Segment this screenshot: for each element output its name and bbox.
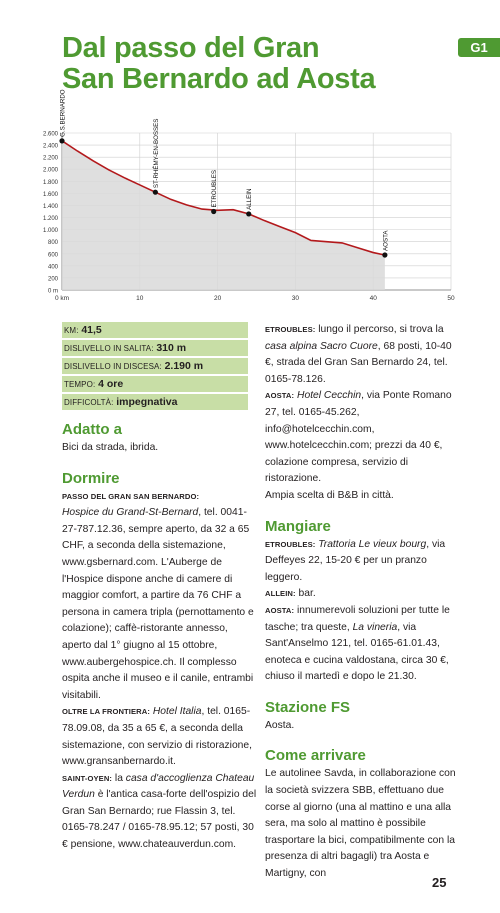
y-tick-label: 2.000: [42, 167, 58, 174]
profile-area: [62, 141, 385, 290]
y-tick-label: 0 m: [47, 288, 58, 295]
info-label: DISLIVELLO IN SALITA:: [64, 344, 154, 353]
lodging-details: è l'antica casa-forte dell'ospizio del Gran San Bernardo; rue Flassin 3, tel. 0165-78.247 / 0165-78.95.12; 57 posti, 30 € pensione, www.chateauverdun.com.: [62, 789, 257, 851]
y-tick-label: 600: [47, 252, 58, 259]
lodging-intro: lungo il percorso, si trova la: [315, 324, 444, 335]
waypoint-label: ST-RHÉMY-EN-BOSSES: [152, 118, 160, 189]
dormire-paragraph: [62, 704, 258, 770]
info-value: 310 m: [156, 342, 187, 354]
x-tick-label: 30: [291, 295, 300, 302]
lodging-details: , tel. 0165-78.09.08, da 35 a 65 €, a seconda della sistemazione, con servizio di ristorazione, www.gransanbernardo.it.: [62, 706, 252, 768]
dormire-paragraph: [62, 489, 258, 705]
info-value: 2.190 m: [164, 360, 204, 372]
section-heading-dormire: Dormire: [62, 469, 120, 487]
mangiare-paragraph: [265, 586, 457, 603]
place-label: AOSTA:: [265, 391, 295, 401]
lodging-intro: la: [112, 772, 126, 784]
place-label: ETROUBLES:: [265, 325, 316, 334]
waypoint-marker: [211, 209, 216, 214]
y-tick-label: 2.400: [42, 143, 58, 150]
y-tick-label: 1.600: [42, 191, 58, 198]
y-tick-label: 800: [47, 240, 58, 247]
y-tick-label: 400: [47, 264, 58, 271]
info-row-ascent: [62, 340, 248, 356]
info-value: 4 ore: [98, 378, 124, 390]
info-row-time: [62, 376, 248, 392]
y-tick-label: 1.400: [42, 203, 58, 210]
route-badge: G1: [458, 38, 500, 57]
left-column: [62, 420, 258, 854]
adatto-text: Bici da strada, ibrida.: [62, 442, 159, 453]
y-tick-label: 200: [47, 276, 58, 283]
restaurant-intro: innumerevoli soluzioni per tutte le tasche; tra queste,: [265, 604, 450, 633]
waypoint-marker: [246, 211, 251, 216]
y-tick-label: 2.600: [42, 131, 58, 138]
restaurant-details: , via Deffeyes 22, 15-20 € per un pranzo leggero.: [265, 538, 446, 583]
restaurant-details: , via Sant'Anselmo 121, tel. 0165-61.01.43, enoteca e cucina valdostana, circa 30 €, chiuso il martedì e dopo le 21.30.: [265, 621, 449, 683]
x-tick-label: 50: [447, 295, 455, 302]
elevation-profile-chart: [0, 89, 500, 310]
mangiare-paragraph: [265, 537, 457, 587]
place-label: ETROUBLES:: [265, 539, 316, 549]
lodging-name: casa alpina Sacro Cuore: [265, 340, 378, 352]
info-row-descent: [62, 358, 248, 374]
right-column: [265, 322, 457, 883]
dormire-paragraph: [265, 388, 457, 488]
info-label: DISLIVELLO IN DISCESA:: [64, 362, 162, 371]
place-label: ALLEIN:: [265, 589, 296, 599]
info-value: impegnativa: [116, 396, 178, 408]
place-label: OLTRE LA FRONTIERA:: [62, 707, 150, 717]
arrivare-text: Le autolinee Savda, in collaborazione con la società svizzera SBB, effettuano due corse al giorno (una al mattino e una alla sera, ma solo al mattino è possibile trasportare la bici, compatibilmente con la presenza di altri bagagli) tra Aosta e Martigny, con: [265, 768, 456, 880]
restaurant-name: La vineria: [352, 621, 398, 633]
info-value: 41,5: [81, 324, 102, 336]
title-line-2: San Bernardo ad Aosta: [62, 63, 376, 95]
dormire-note: Ampia scelta di B&B in città.: [265, 489, 394, 501]
x-tick-label: 10: [136, 295, 144, 302]
place-label: SAINT-OYEN:: [62, 773, 113, 783]
place-label: AOSTA:: [265, 605, 295, 615]
waypoint-label: G.S.BERNARDO: [59, 89, 67, 137]
waypoint-label: AOSTA: [382, 230, 390, 251]
lodging-name: casa d'accoglienza Chateau Verdun: [62, 772, 255, 801]
lodging-details: , tel. 0041-27-787.12.36, sempre aperto, da 32 a 65 CHF, a seconda della sistemazione, www.gsbernard.com. L'Auberge de l'Hospice dispone anche di camere di maggior comfort, a partire da 76 CHF a persona in camera tripla (pernottamento e colazione); caffè-ristorante annesso, aperto dal 1° giugno al 15 ottobre, www.aubergehospice.ch. Il complesso ospita anche il museo e il canile, entrambi visitabili.: [62, 507, 254, 701]
lodging-name: Hospice du Grand-St-Bernard: [62, 507, 199, 519]
dormire-paragraph: [62, 771, 258, 854]
dormire-paragraph: [265, 322, 457, 388]
section-heading-arrivare: Come arrivare: [265, 747, 366, 765]
page-title: [62, 33, 442, 95]
title-line-1: Dal passo del Gran: [62, 32, 320, 64]
lodging-details: , 68 posti, 10-40 €, strada del Gran San Bernardo 24, tel. 0165-78.126.: [265, 340, 452, 385]
stazione-text: Aosta.: [265, 719, 295, 731]
mangiare-paragraph: [265, 603, 457, 686]
info-row-km: [62, 322, 248, 338]
y-tick-label: 1.800: [42, 179, 58, 186]
place-label: PASSO DEL GRAN SAN BERNARDO:: [62, 491, 200, 501]
section-heading-adatto: Adatto a: [62, 421, 122, 438]
y-tick-label: 1.200: [42, 216, 58, 223]
info-label: TEMPO:: [64, 380, 96, 389]
x-tick-label: 20: [213, 295, 222, 302]
lodging-name: Hotel Italia: [152, 706, 202, 718]
waypoint-label: ALLEIN: [246, 188, 254, 210]
section-heading-mangiare: Mangiare: [265, 517, 331, 535]
waypoint-marker: [382, 252, 387, 257]
section-heading-stazione: Stazione FS: [265, 698, 351, 716]
info-row-difficulty: [62, 394, 248, 410]
lodging-details: , via Ponte Romano 27, tel. 0165-45.262, info@hotelcecchin.com, www.hotelcecchin.com; prezzi da 40 €, colazione compresa, servizio di ristorazione.: [265, 390, 452, 485]
restaurant-name: Trattoria Le vieux bourg: [318, 538, 427, 550]
waypoint-marker: [153, 190, 158, 195]
lodging-name: Hotel Cecchin: [297, 390, 362, 402]
y-tick-label: 1.000: [42, 228, 58, 235]
waypoint-label: ETROUBLES: [211, 170, 219, 208]
restaurant-details: bar.: [295, 588, 316, 600]
page-number: 25: [432, 875, 447, 890]
x-tick-label: 0 km: [54, 295, 70, 302]
info-label: KM:: [64, 326, 79, 335]
info-label: DIFFICOLTÀ:: [64, 398, 114, 407]
waypoint-marker: [59, 138, 64, 143]
route-info-box: [62, 322, 248, 412]
x-tick-label: 40: [369, 295, 377, 302]
y-tick-label: 2.200: [42, 155, 58, 162]
